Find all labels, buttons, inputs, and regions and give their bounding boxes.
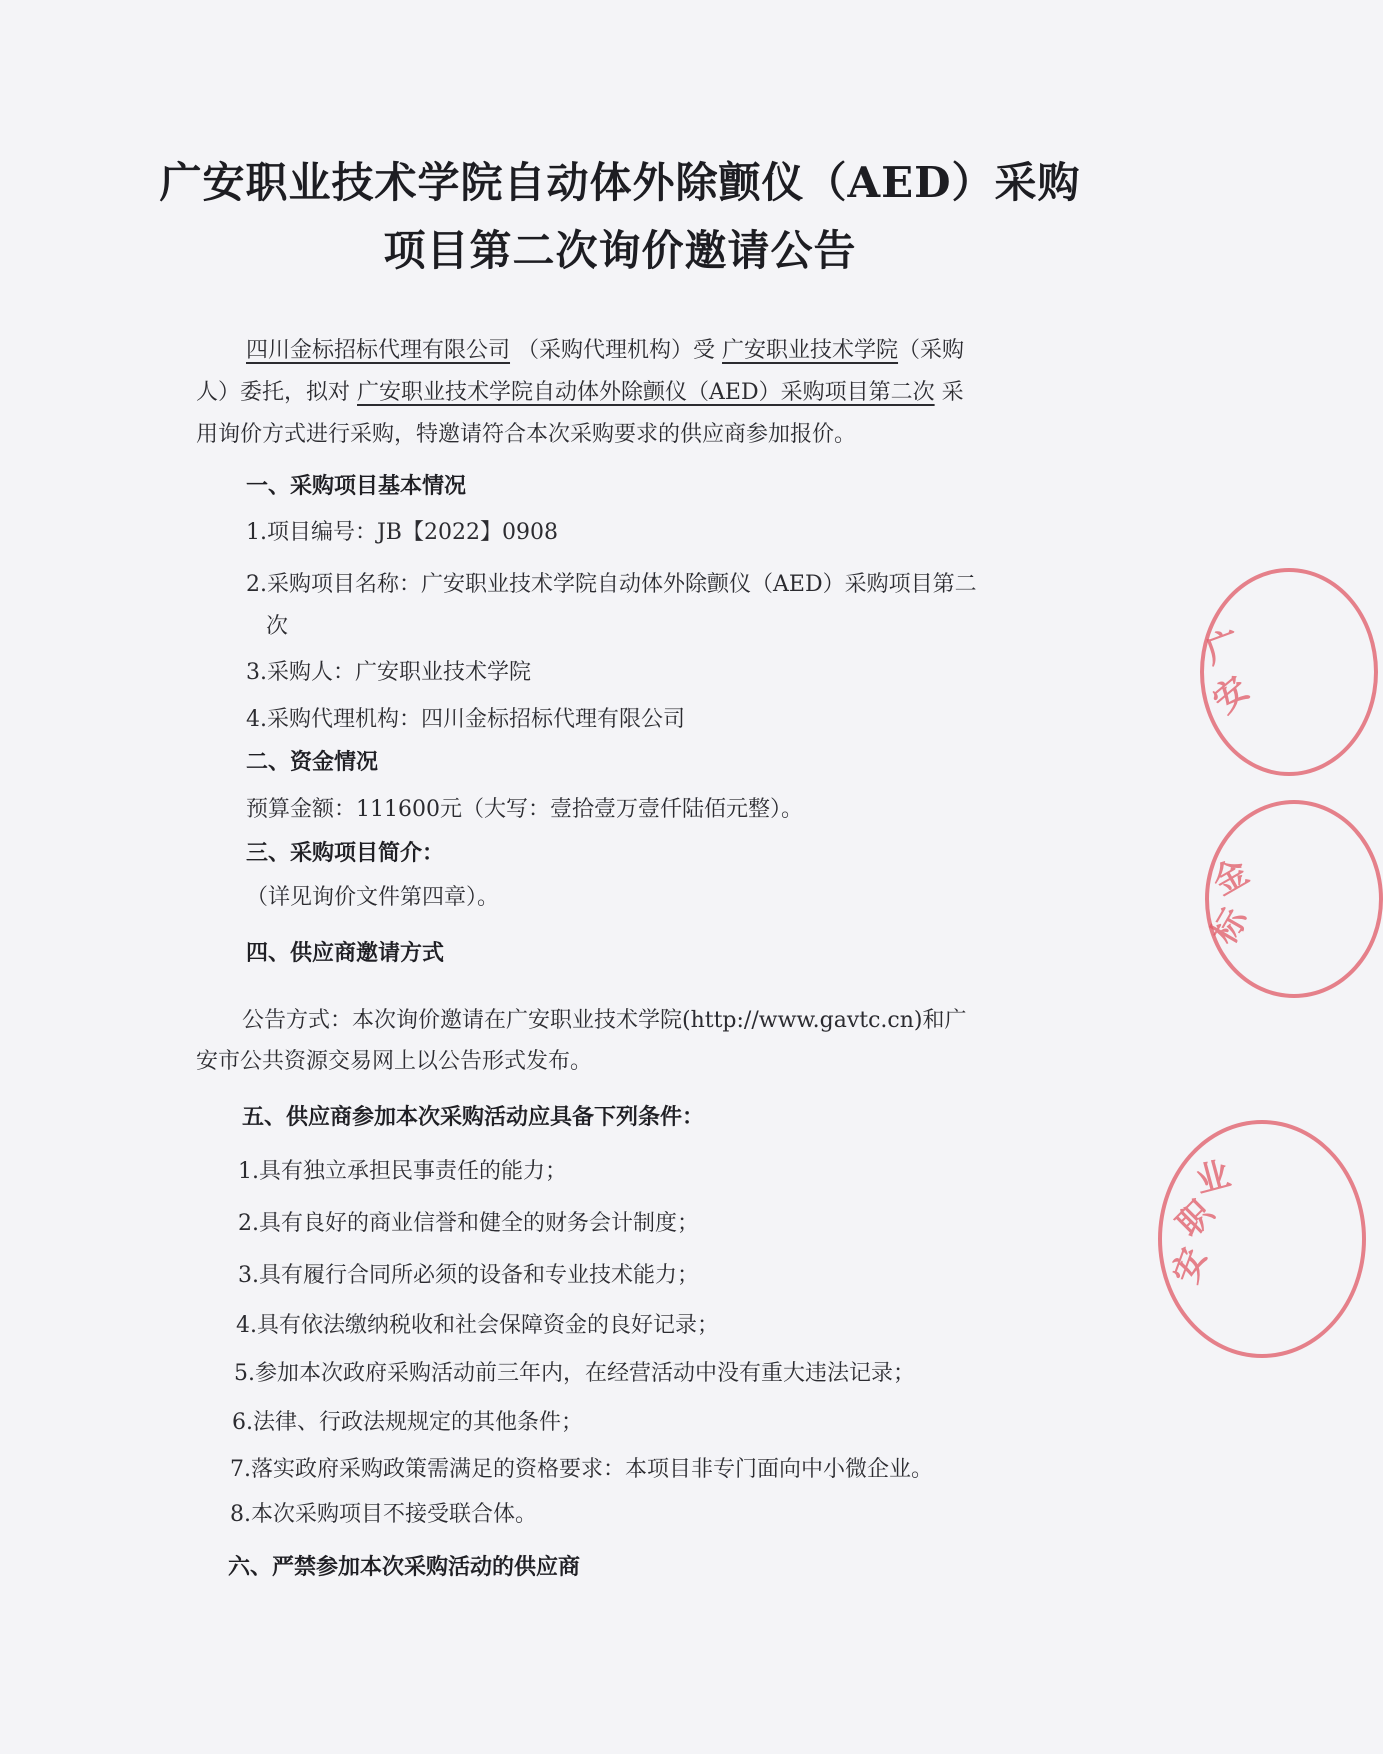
agency-name: 四川金标招标代理有限公司 bbox=[246, 338, 511, 363]
intro-line-3: 用询价方式进行采购，特邀请符合本次采购要求的供应商参加报价。 bbox=[196, 422, 857, 447]
section-5-heading: 五、供应商参加本次采购活动应具备下列条件： bbox=[242, 1104, 705, 1130]
seal-char: 职 bbox=[1169, 1192, 1222, 1246]
s1-item-1: 1.项目编号：JB【2022】0908 bbox=[246, 520, 558, 545]
seal-char: 业 bbox=[1191, 1154, 1235, 1202]
seal-char: 广 bbox=[1200, 623, 1247, 673]
section-1-heading: 一、采购项目基本情况 bbox=[246, 473, 467, 499]
section-2-heading: 二、资金情况 bbox=[246, 749, 379, 775]
condition-item: 3.具有履行合同所必须的设备和专业技术能力； bbox=[238, 1263, 699, 1288]
seal-char: 金 bbox=[1206, 851, 1256, 904]
section-4-heading: 四、供应商邀请方式 bbox=[246, 940, 445, 966]
intro-line-1 bbox=[246, 333, 964, 364]
purchaser-name: 广安职业技术学院 bbox=[722, 338, 899, 363]
agency-role: （采购代理机构）受 bbox=[517, 338, 716, 363]
section-3-text: （详见询价文件第四章）。 bbox=[246, 885, 500, 910]
project-name: 广安职业技术学院自动体外除颤仪（AED）采购项目第二次 bbox=[357, 380, 935, 405]
condition-item: 8.本次采购项目不接受联合体。 bbox=[230, 1502, 537, 1527]
section-6-heading: 六、严禁参加本次采购活动的供应商 bbox=[228, 1554, 581, 1580]
s1-item-2b: 次 bbox=[266, 614, 289, 639]
condition-item: 5.参加本次政府采购活动前三年内，在经营活动中没有重大违法记录； bbox=[234, 1361, 915, 1386]
section-4-text-a: 公告方式：本次询价邀请在广安职业技术学院(http://www.gavtc.cn)和广 bbox=[242, 1008, 967, 1033]
seal-char: 标 bbox=[1204, 901, 1256, 951]
section-3-heading: 三、采购项目简介： bbox=[246, 840, 445, 866]
document-title-line-1: 广安职业技术学院自动体外除颤仪（AED）采购 bbox=[159, 158, 1081, 207]
seal-char: 安 bbox=[1165, 1242, 1215, 1289]
budget-text: 预算金额：111600元（大写：壹拾壹万壹仟陆佰元整）。 bbox=[246, 797, 803, 822]
section-4-text-b: 安市公共资源交易网上以公告形式发布。 bbox=[196, 1049, 593, 1074]
s1-item-3: 3.采购人：广安职业技术学院 bbox=[246, 660, 531, 685]
intro-line-2 bbox=[196, 375, 964, 406]
condition-item: 7.落实政府采购政策需满足的资格要求：本项目非专门面向中小微企业。 bbox=[230, 1457, 933, 1482]
condition-item: 1.具有独立承担民事责任的能力； bbox=[238, 1159, 567, 1184]
intro-tail-a: 采 bbox=[941, 380, 964, 405]
condition-item: 4.具有依法缴纳税收和社会保障资金的良好记录； bbox=[236, 1313, 719, 1338]
seal-char: 安 bbox=[1205, 668, 1258, 722]
purchaser-role-a: （采购 bbox=[898, 338, 965, 363]
condition-item: 6.法律、行政法规规定的其他条件； bbox=[232, 1410, 583, 1435]
condition-item: 2.具有良好的商业信誉和健全的财务会计制度； bbox=[238, 1211, 699, 1236]
document-title-line-2: 项目第二次询价邀请公告 bbox=[383, 226, 857, 275]
purchaser-role-b: 人）委托，拟对 bbox=[196, 380, 351, 405]
s1-item-2a: 2.采购项目名称：广安职业技术学院自动体外除颤仪（AED）采购项目第二 bbox=[246, 572, 977, 597]
s1-item-4: 4.采购代理机构：四川金标招标代理有限公司 bbox=[246, 707, 685, 732]
